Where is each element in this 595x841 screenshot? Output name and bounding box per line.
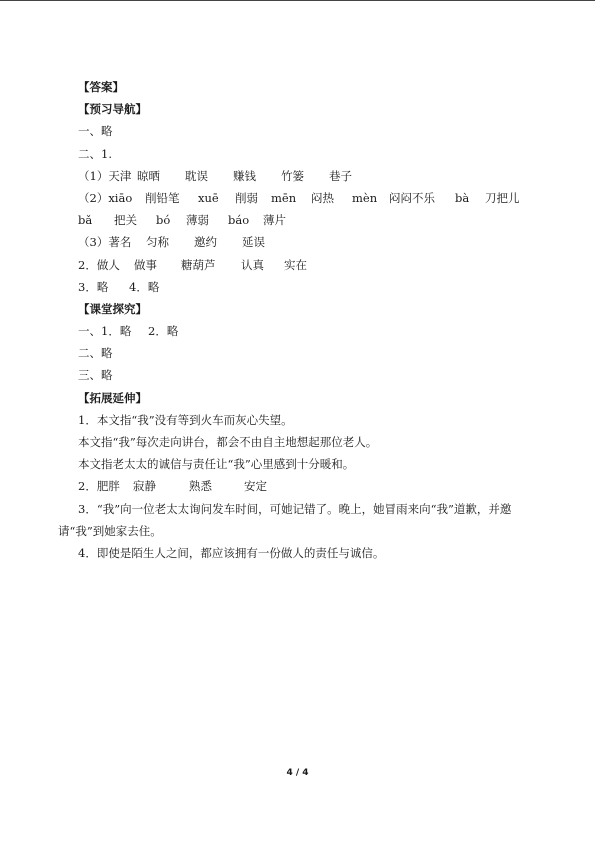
- pinyin: bà: [455, 190, 470, 205]
- extension-line-5: 3．“我”向一位老太太询问发车时间，可她记错了。晚上，她冒雨来向“我”道歉，并邀请“我”到她家去住。: [58, 501, 512, 538]
- pinyin: bǎ: [78, 213, 93, 228]
- word: 削弱: [235, 190, 258, 205]
- word: 2．略: [148, 324, 179, 339]
- word: 糖葫芦: [181, 257, 216, 272]
- page-number: 4 / 4: [286, 768, 309, 778]
- classroom-line-2: 二、略: [78, 346, 113, 361]
- word: 削铅笔: [145, 190, 180, 205]
- pinyin: báo: [228, 213, 250, 228]
- answer-heading: 【答案】: [78, 80, 124, 94]
- word: 延误: [242, 235, 265, 250]
- word: 匀称: [146, 235, 169, 250]
- word: 安定: [244, 479, 267, 494]
- word: 认真: [241, 257, 264, 272]
- preview-line-3: [78, 165, 538, 187]
- word: 寂静: [133, 479, 156, 494]
- word: 巷子: [329, 168, 352, 183]
- word: 把关: [114, 213, 137, 228]
- extension-line-3: 本文指老太太的诚信与责任让“我”心里感到十分暖和。: [78, 457, 355, 472]
- preview-line-8: [78, 276, 538, 298]
- word: 闷闷不乐: [389, 190, 435, 205]
- word: 晾晒: [137, 168, 160, 183]
- word: 实在: [284, 257, 307, 272]
- word: 2．做人: [78, 257, 120, 272]
- extension-line-1: 1．本文指“我”没有等到火车而灰心失望。: [78, 412, 293, 427]
- extension-line-2: 本文指“我”每次走向讲台，都会不由自主地想起那位老人。: [78, 435, 378, 449]
- pinyin: mèn: [352, 190, 378, 205]
- word: 赚钱: [233, 168, 256, 183]
- pinyin: bó: [156, 213, 171, 228]
- preview-heading: 【预习导航】: [78, 102, 147, 117]
- preview-line-1: 一、略: [78, 124, 113, 139]
- top-border: [0, 0, 595, 1]
- pinyin: （2）xiāo: [78, 190, 133, 205]
- word: 闷热: [311, 190, 334, 205]
- preview-line-4: [78, 187, 538, 209]
- word: 竹篓: [281, 168, 304, 183]
- word: 一、1．略: [78, 324, 132, 339]
- word: 熟悉: [189, 479, 212, 494]
- word: 薄弱: [186, 213, 209, 228]
- classroom-line-3: 三、略: [78, 368, 113, 383]
- word: 邀约: [194, 235, 217, 250]
- preview-line-7: [78, 254, 538, 276]
- extension-line-6: 4．即使是陌生人之间，都应该拥有一份做人的责任与诚信。: [78, 545, 385, 560]
- word: 耽误: [185, 168, 208, 183]
- preview-line-2: 二、1.: [78, 146, 112, 161]
- word: 做事: [134, 257, 157, 272]
- preview-line-6: [78, 231, 538, 253]
- word: 3．略: [78, 279, 109, 294]
- answer-content: [58, 76, 538, 564]
- extension-heading: 【拓展延伸】: [78, 390, 147, 405]
- word: 刀把儿: [485, 190, 520, 205]
- word: 薄片: [263, 213, 286, 228]
- preview-line-5: [78, 209, 538, 231]
- classroom-heading: 【课堂探究】: [78, 301, 147, 316]
- word: 4．略: [129, 279, 160, 294]
- word: （1）天津: [78, 168, 132, 183]
- word: （3）著名: [78, 235, 132, 250]
- word: 2．肥胖: [78, 479, 120, 494]
- pinyin: xuē: [198, 190, 219, 205]
- classroom-line-1: [78, 320, 538, 342]
- pinyin: mēn: [271, 190, 297, 205]
- extension-line-4: [78, 475, 538, 497]
